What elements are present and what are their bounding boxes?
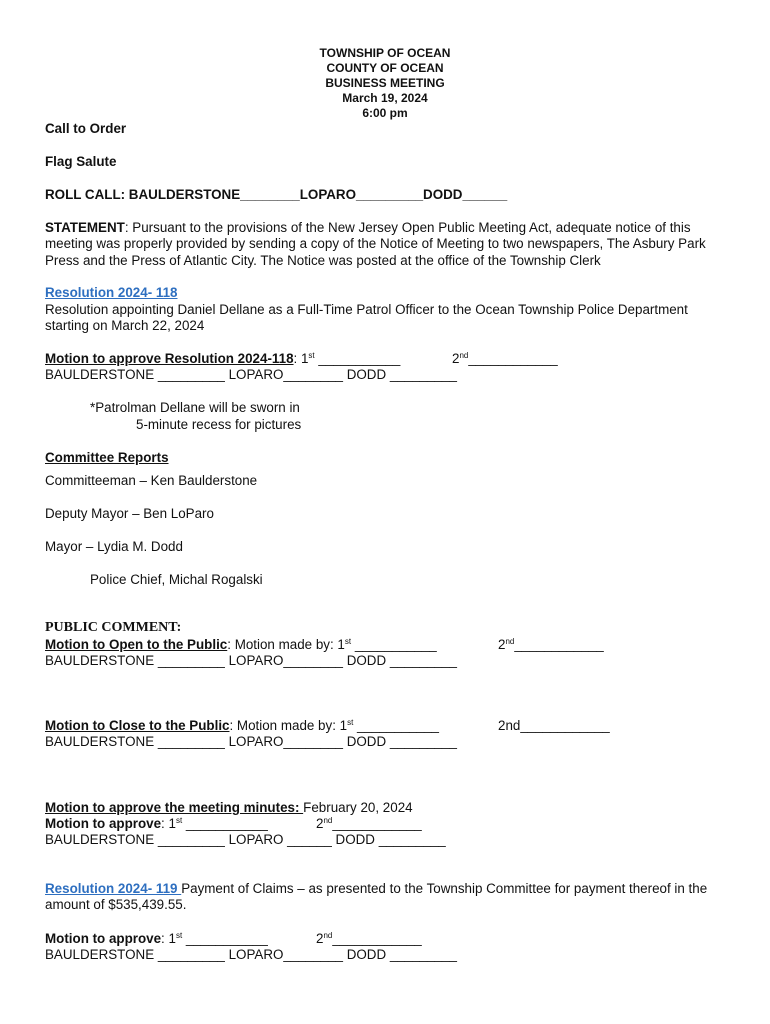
minutes-second-sup: nd xyxy=(323,816,333,825)
motion-first: : 1 xyxy=(293,351,309,366)
note-recess: 5-minute recess for pictures xyxy=(136,417,302,432)
header-time: 6:00 pm xyxy=(362,106,408,120)
resolution-118-title[interactable]: Resolution 2024- 118 xyxy=(45,285,178,300)
header-date: March 19, 2024 xyxy=(342,91,428,105)
close-first-blank: ___________ xyxy=(353,718,439,733)
resolution-119-title[interactable]: Resolution 2024- 119 xyxy=(45,881,182,896)
committee-police-chief: Police Chief, Michal Rogalski xyxy=(90,572,263,587)
close-first-sup: st xyxy=(347,718,354,727)
resolution-119-paragraph xyxy=(45,881,725,914)
resolution-119-second xyxy=(316,931,422,947)
minutes-approve-label: Motion to approve xyxy=(45,816,162,831)
second-label: 2 xyxy=(452,351,460,366)
committee-reports-title: Committee Reports xyxy=(45,450,169,465)
second-sup: nd xyxy=(459,351,469,360)
close-public-text: : Motion made by: 1 xyxy=(229,718,348,733)
header-township: TOWNSHIP OF OCEAN xyxy=(319,46,451,60)
minutes-first-sup: st xyxy=(175,816,183,825)
flag-salute: Flag Salute xyxy=(45,154,117,169)
motion-close-second: 2nd____________ xyxy=(498,718,610,733)
resolution-119-votes: BAULDERSTONE _________ LOPARO________ DODD _________ xyxy=(45,947,457,962)
minutes-approve xyxy=(45,816,268,832)
committee-committeeman: Committeeman – Ken Baulderstone xyxy=(45,473,258,488)
statement-paragraph xyxy=(45,220,725,269)
open-public-text: : Motion made by: 1 xyxy=(227,637,345,652)
res119-first-blank: ___________ xyxy=(182,931,268,946)
minutes-label: Motion to approve the meeting minutes: xyxy=(45,800,304,815)
minutes-approve-text: : 1 xyxy=(161,816,176,831)
public-comment-title: PUBLIC COMMENT: xyxy=(45,620,182,635)
motion-open-public xyxy=(45,637,437,653)
res119-approve-label: Motion to approve xyxy=(45,931,162,946)
resolution-118-votes: BAULDERSTONE _________ LOPARO________ DODD _________ xyxy=(45,367,457,382)
close-public-label: Motion to Close to the Public xyxy=(45,718,230,733)
resolution-119-approve xyxy=(45,931,268,947)
note-sworn-in: *Patrolman Dellane will be sworn in xyxy=(90,400,300,415)
committee-mayor: Mayor – Lydia M. Dodd xyxy=(45,539,183,554)
open-first-blank: ___________ xyxy=(351,637,437,652)
header-meeting-type: BUSINESS MEETING xyxy=(325,76,445,90)
roll-call: ROLL CALL: BAULDERSTONE________LOPARO_________DODD______ xyxy=(45,187,508,202)
minutes-second-blank: ____________ xyxy=(332,816,422,831)
header-county: COUNTY OF OCEAN xyxy=(326,61,444,75)
first-sup: st xyxy=(308,351,315,360)
document-header xyxy=(0,46,770,121)
open-first-sup: st xyxy=(344,637,352,646)
resolution-118-text: Resolution appointing Daniel Dellane as a Full-Time Patrol Officer to the Ocean Township Police Department starting on March 22, 2024 xyxy=(45,302,688,334)
res119-approve-text: : 1 xyxy=(161,931,176,946)
resolution-119-text: Payment of Claims – as presented to the Township Committee for payment thereof in the amount of $535,439.55. xyxy=(45,881,708,913)
open-second-sup: nd xyxy=(505,637,515,646)
statement-text: : Pursuant to the provisions of the New Jersey Open Public Meeting Act, adequate notice of this meeting was properly provided by sending a copy of the Notice of Meeting to two newspapers, The Asbury Park Press and the Press of Atlantic City. The Notice was posted at the office of the Township Clerk xyxy=(45,220,706,268)
resolution-118-second xyxy=(452,351,558,367)
minutes-votes: BAULDERSTONE _________ LOPARO ______ DODD _________ xyxy=(45,832,446,847)
first-blank: ___________ xyxy=(314,351,401,366)
open-public-label: Motion to Open to the Public xyxy=(45,637,228,652)
minutes-second xyxy=(316,816,422,832)
committee-deputy-mayor: Deputy Mayor – Ben LoParo xyxy=(45,506,214,521)
minutes-second-label: 2 xyxy=(316,816,324,831)
motion-close-public xyxy=(45,718,439,734)
minutes-first-blank: ___________ xyxy=(182,816,268,831)
res119-second-blank: ____________ xyxy=(332,931,422,946)
statement-label: STATEMENT xyxy=(45,220,125,235)
motion-close-votes: BAULDERSTONE _________ LOPARO________ DODD _________ xyxy=(45,734,457,749)
motion-label: Motion to approve Resolution 2024-118 xyxy=(45,351,294,366)
open-second-label: 2 xyxy=(498,637,506,652)
minutes-motion xyxy=(45,800,413,816)
res119-second-label: 2 xyxy=(316,931,324,946)
minutes-date: February 20, 2024 xyxy=(303,800,413,815)
motion-open-votes: BAULDERSTONE _________ LOPARO________ DODD _________ xyxy=(45,653,457,668)
motion-open-second xyxy=(498,637,604,653)
second-blank: ____________ xyxy=(468,351,558,366)
res119-second-sup: nd xyxy=(323,931,333,940)
call-to-order: Call to Order xyxy=(45,121,127,136)
resolution-118-motion xyxy=(45,351,400,367)
res119-first-sup: st xyxy=(175,931,183,940)
open-second-blank: ____________ xyxy=(514,637,604,652)
